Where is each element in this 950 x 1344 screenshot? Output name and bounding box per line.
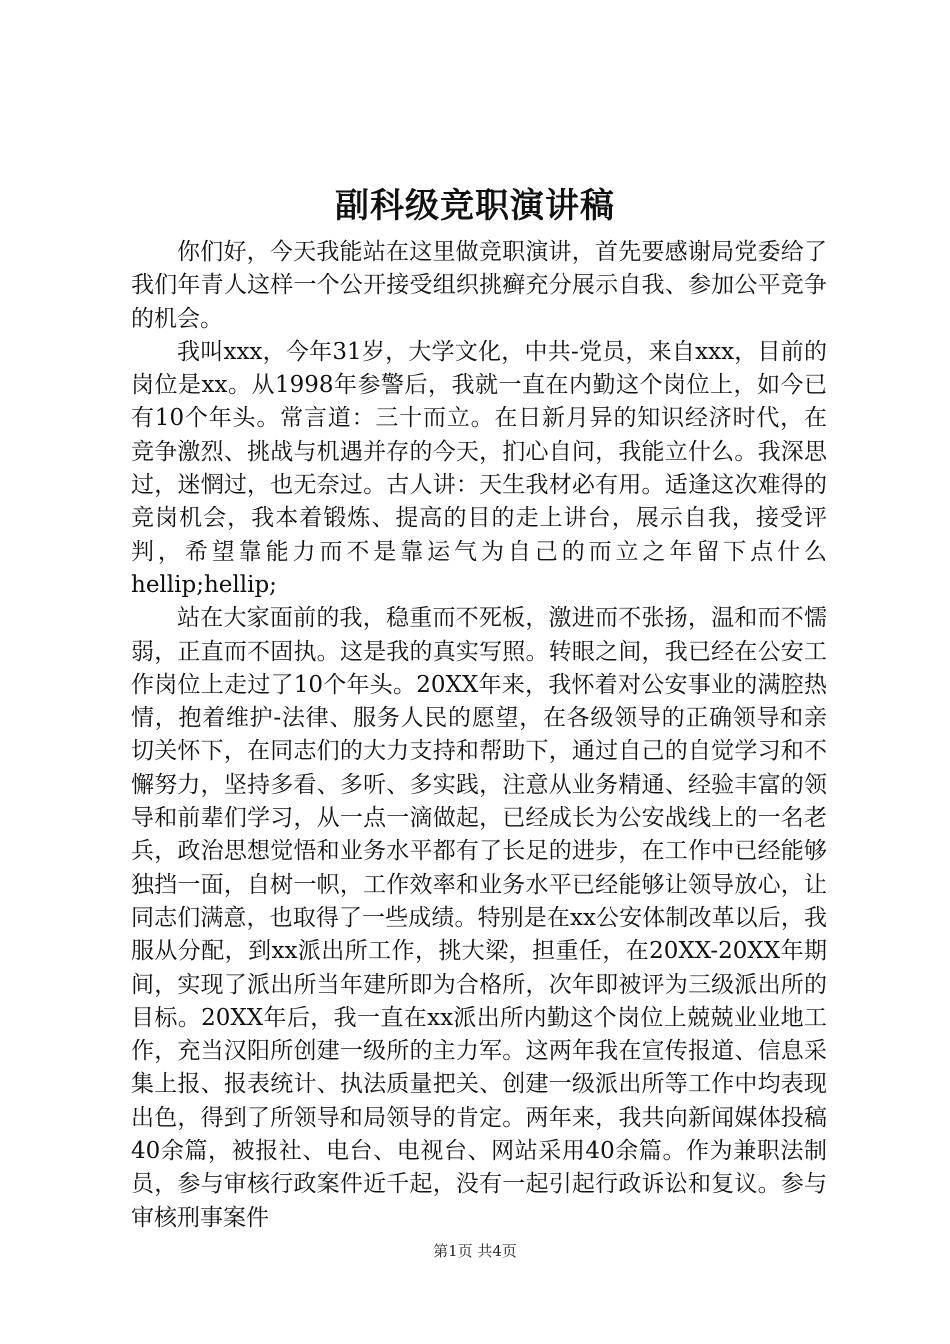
document-title: 副科级竞职演讲稿 [335,186,615,226]
paragraph-greeting: 你们好，今天我能站在这里做竞职演讲，首先要感谢局党委给了我们年青人这样一个公开接受组织挑癣充分展示自我、参加公平竞争的机会。 [131,239,827,332]
page-number-footer: 第1页 共4页 [433,1242,517,1260]
document-body [131,236,827,1235]
paragraph-work-experience: 站在大家面前的我，稳重而不死板，激进而不张扬，温和而不懦弱，正直而不固执。这是我的真实写照。转眼之间，我已经在公安工作岗位上走过了10个年头。20XX年来，我怀着对公安事业的满腔热情，抱着维护-法律、服务人民的愿望，在各级领导的正确领导和亲切关怀下，在同志们的大力支持和帮助下，通过自己的自觉学习和不懈努力，坚持多看、多听、多实践，注意从业务精通、经验丰富的领导和前辈们学习，从一点一滴做起，已经成长为公安战线上的一名老兵，政治思想觉悟和业务水平都有了长足的进步，在工作中已经能够独挡一面，自树一帜，工作效率和业务水平已经能够让领导放心，让同志们满意，也取得了一些成绩。特别是在xx公安体制改革以后，我服从分配，到xx派出所工作，挑大梁，担重任，在20XX-20XX年期间，实现了派出所当年建所即为合格所，次年即被评为三级派出所的目标。20XX年后，我一直在xx派出所内勤这个岗位上兢兢业业地工作，充当汉阳所创建一级所的主力军。这两年我在宣传报道、信息采集上报、报表统计、执法质量把关、创建一级派出所等工作中均表现出色，得到了所领导和局领导的肯定。两年来，我共向新闻媒体投稿40余篇，被报社、电台、电视台、网站采用40余篇。作为兼职法制员，参与审核行政案件近千起，没有一起引起行政诉讼和复议。参与审核刑事案件 [131,605,827,1231]
paragraph-self-introduction: 我叫xxx，今年31岁，大学文化，中共-党员，来自xxx，目前的岗位是xx。从1998年参警后，我就一直在内勤这个岗位上，如今已有10个年头。常言道：三十而立。在日新月异的知识经济时代，在竞争激烈、挑战与机遇并存的今天，扪心自问，我能立什么。我深思过，迷惘过，也无奈过。古人讲：天生我材必有用。适逢这次难得的竞岗机会，我本着锻炼、提高的目的走上讲台，展示自我，接受评判，希望靠能力而不是靠运气为自己的而立之年留下点什么hellip;hellip; [131,338,827,598]
